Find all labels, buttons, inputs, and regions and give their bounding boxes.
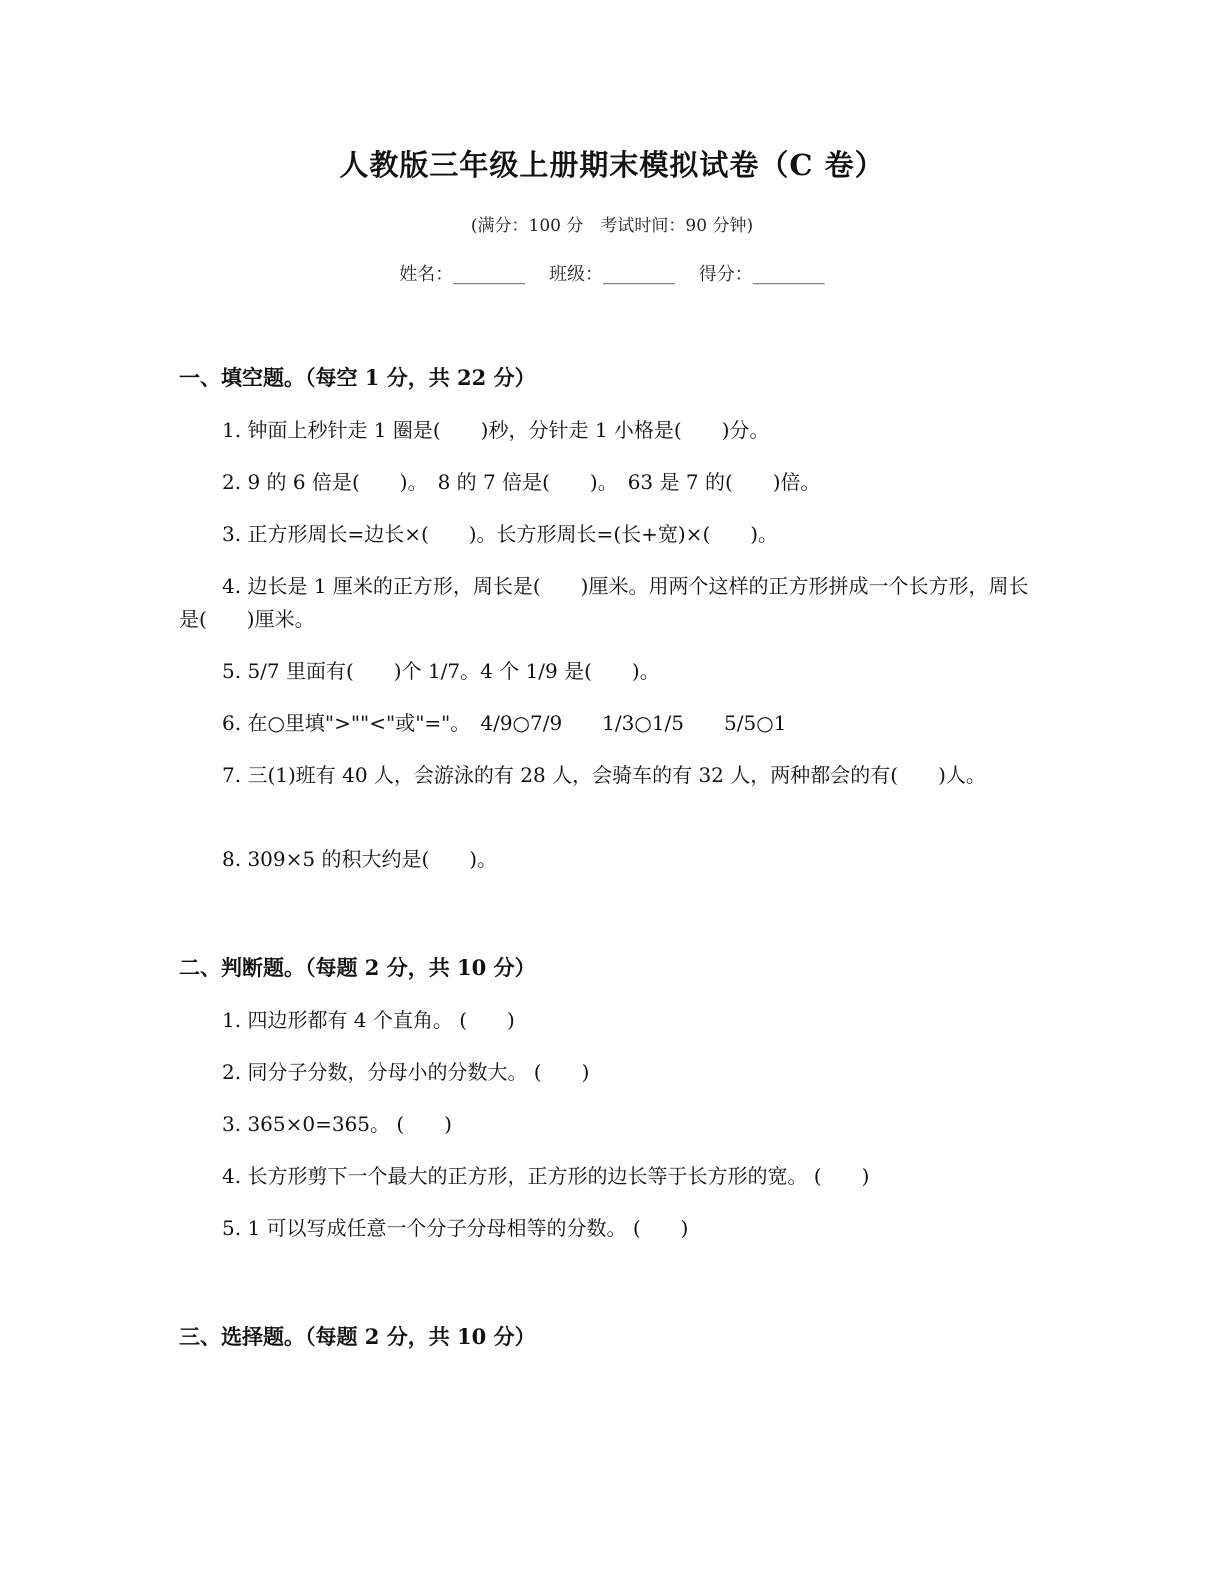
question-item: 8. 309×5 的积大约是( )。	[222, 847, 498, 871]
question-item: 1. 四边形都有 4 个直角。 ( )	[222, 1008, 515, 1032]
exam-meta: (满分：100 分 考试时间：90 分钟)	[470, 216, 754, 236]
question-item: 2. 同分子分数，分母小的分数大。 ( )	[222, 1060, 590, 1084]
question-item: 7. 三(1)班有 40 人，会游泳的有 28 人，会骑车的有 32 人，两种都会的有( )人。	[222, 763, 986, 787]
question-item: 1. 钟面上秒针走 1 圈是( )秒，分针走 1 小格是( )分。	[222, 418, 770, 442]
question-item: 6. 在○里填">""<"或"="。 4/9○7/9 1/3○1/5 5/5○1	[222, 711, 787, 735]
question-item: 5. 5/7 里面有( )个 1/7。4 个 1/9 是( )。	[222, 659, 660, 683]
question-item: 5. 1 可以写成任意一个分子分母相等的分数。 ( )	[222, 1216, 689, 1240]
question-item: 4. 边长是 1 厘米的正方形，周长是( )厘米。用两个这样的正方形拼成一个长方形，周长是( )厘米。	[179, 574, 1029, 631]
question-item: 3. 正方形周长=边长×( )。长方形周长=(长+宽)×( )。	[222, 522, 779, 546]
student-info-line: 姓名：________ 班级：________ 得分：________	[399, 264, 825, 285]
question-item: 3. 365×0=365。 ( )	[222, 1112, 452, 1136]
question-item: 2. 9 的 6 倍是( )。 8 的 7 倍是( )。 63 是 7 的( )倍。	[222, 470, 821, 494]
section-title-multiple-choice: 三、选择题。（每题 2 分，共 10 分）	[179, 1324, 536, 1349]
section-title-fill-in: 一、填空题。（每空 1 分，共 22 分）	[179, 365, 536, 390]
section-title-true-false: 二、判断题。（每题 2 分，共 10 分）	[179, 955, 536, 980]
question-item: 4. 长方形剪下一个最大的正方形，正方形的边长等于长方形的宽。 ( )	[222, 1164, 870, 1188]
exam-title: 人教版三年级上册期末模拟试卷（C 卷）	[339, 148, 885, 182]
